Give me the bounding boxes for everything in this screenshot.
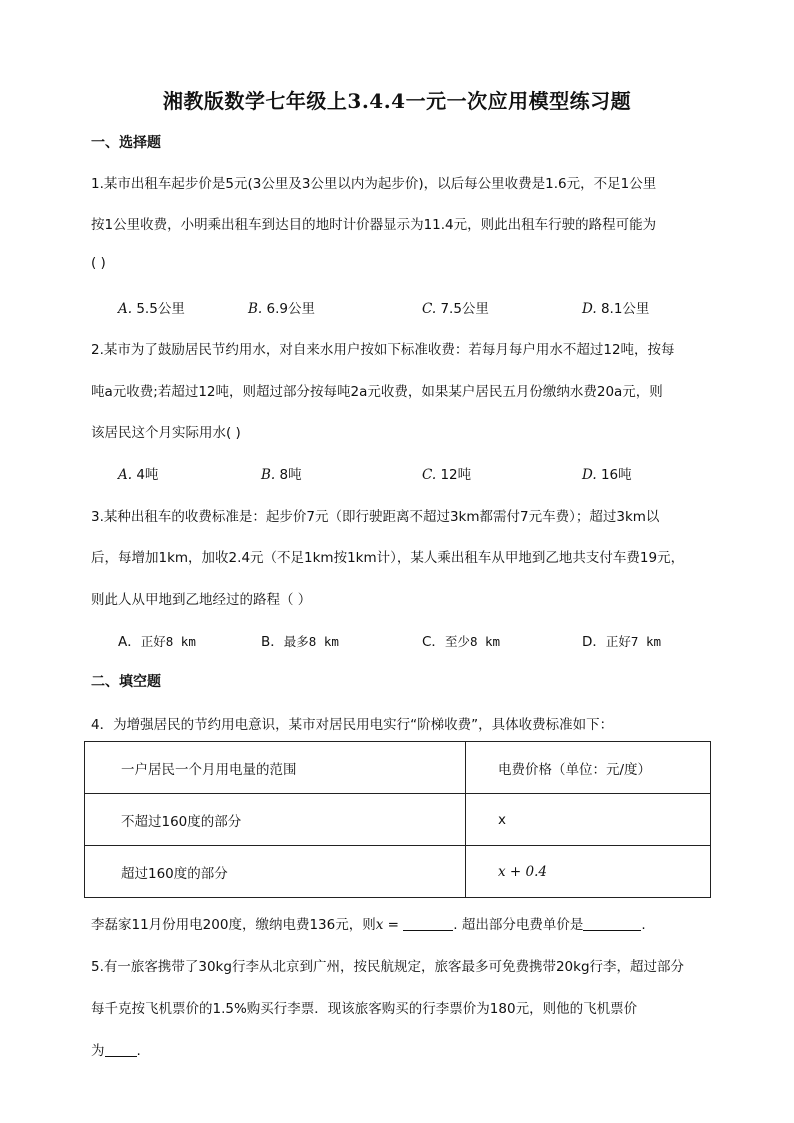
- question-5-line-1: 5.有一旅客携带了30kg行李从北京到广州，按民航规定，旅客最多可免费携带20kg行李，超过部分: [91, 959, 685, 975]
- question-2-option-b: B. 8吨: [261, 467, 302, 483]
- question-4-answer-line: 李磊家11月份用电200度，缴纳电费136元，则x = . 超出部分电费单价是 .: [91, 917, 646, 933]
- question-3-option-a: A．正好8 km: [118, 634, 196, 650]
- question-1-line-1: 1.某市出租车起步价是5元(3公里及3公里以内为起步价)，以后每公里收费是1.6元，不足1公里: [91, 176, 657, 192]
- question-1-line-2: 按1公里收费，小明乘出租车到达目的地时计价器显示为11.4元，则此出租车行驶的路程可能为: [91, 217, 657, 233]
- question-2-line-3: 该居民这个月实际用水( ): [91, 425, 241, 441]
- table-header-cell: 一户居民一个月用电量的范围: [85, 742, 466, 794]
- question-1-option-d: D. 8.1公里: [582, 301, 650, 317]
- table-header-row: [85, 742, 711, 794]
- table-row: [85, 846, 711, 898]
- question-5-line-3: 为 .: [91, 1043, 141, 1059]
- question-5-line-2: 每千克按飞机票价的1.5%购买行李票．现该旅客购买的行李票价为180元，则他的飞机票价: [91, 1001, 638, 1017]
- question-2-line-1: 2.某市为了鼓励居民节约用水，对自来水用户按如下标准收费：若每月每户用水不超过12吨，按每: [91, 342, 675, 358]
- question-2-line-2: 吨a元收费;若超过12吨，则超过部分按每吨2a元收费，如果某户居民五月份缴纳水费20a元，则: [91, 384, 663, 400]
- answer-blank-1[interactable]: [403, 916, 453, 931]
- page-title: 湘教版数学七年级上3.4.4一元一次应用模型练习题: [162, 89, 632, 113]
- table-cell: 超过160度的部分: [85, 846, 466, 898]
- question-2-option-d: D. 16吨: [582, 467, 632, 483]
- question-3-line-3: 则此人从甲地到乙地经过的路程（ ）: [91, 592, 312, 608]
- table-row: [85, 794, 711, 846]
- question-3-option-c: C．至少8 km: [422, 634, 501, 650]
- question-2-option-a: A. 4吨: [118, 467, 159, 483]
- question-3-line-1: 3.某种出租车的收费标准是：起步价7元（即行驶距离不超过3km都需付7元车费）；超过3km以: [91, 509, 660, 525]
- table-cell: 不超过160度的部分: [85, 794, 466, 846]
- question-4-intro: 4．为增强居民的节约用电意识，某市对居民用电实行“阶梯收费”，具体收费标准如下：: [91, 717, 614, 733]
- answer-blank-3[interactable]: [105, 1042, 137, 1057]
- section-heading-fill: 二、填空题: [91, 674, 161, 690]
- table-header-cell: 电费价格（单位：元/度）: [466, 742, 711, 794]
- question-1-line-3: ( ): [91, 255, 106, 271]
- question-1-option-c: C. 7.5公里: [422, 301, 489, 317]
- table-cell: x: [466, 794, 711, 846]
- fee-table: [84, 741, 711, 898]
- question-3-line-2: 后，每增加1km，加收2.4元（不足1km按1km计），某人乘出租车从甲地到乙地共支付车费19元，: [91, 550, 685, 566]
- question-1-option-a: A. 5.5公里: [118, 301, 185, 317]
- table-cell: x + 0.4: [466, 846, 711, 898]
- question-3-option-d: D．正好7 km: [582, 634, 662, 650]
- question-2-option-c: C. 12吨: [422, 467, 472, 483]
- question-3-option-b: B．最多8 km: [261, 634, 339, 650]
- section-heading-choice: 一、选择题: [91, 135, 161, 151]
- answer-blank-2[interactable]: [583, 916, 641, 931]
- question-1-option-b: B. 6.9公里: [248, 301, 315, 317]
